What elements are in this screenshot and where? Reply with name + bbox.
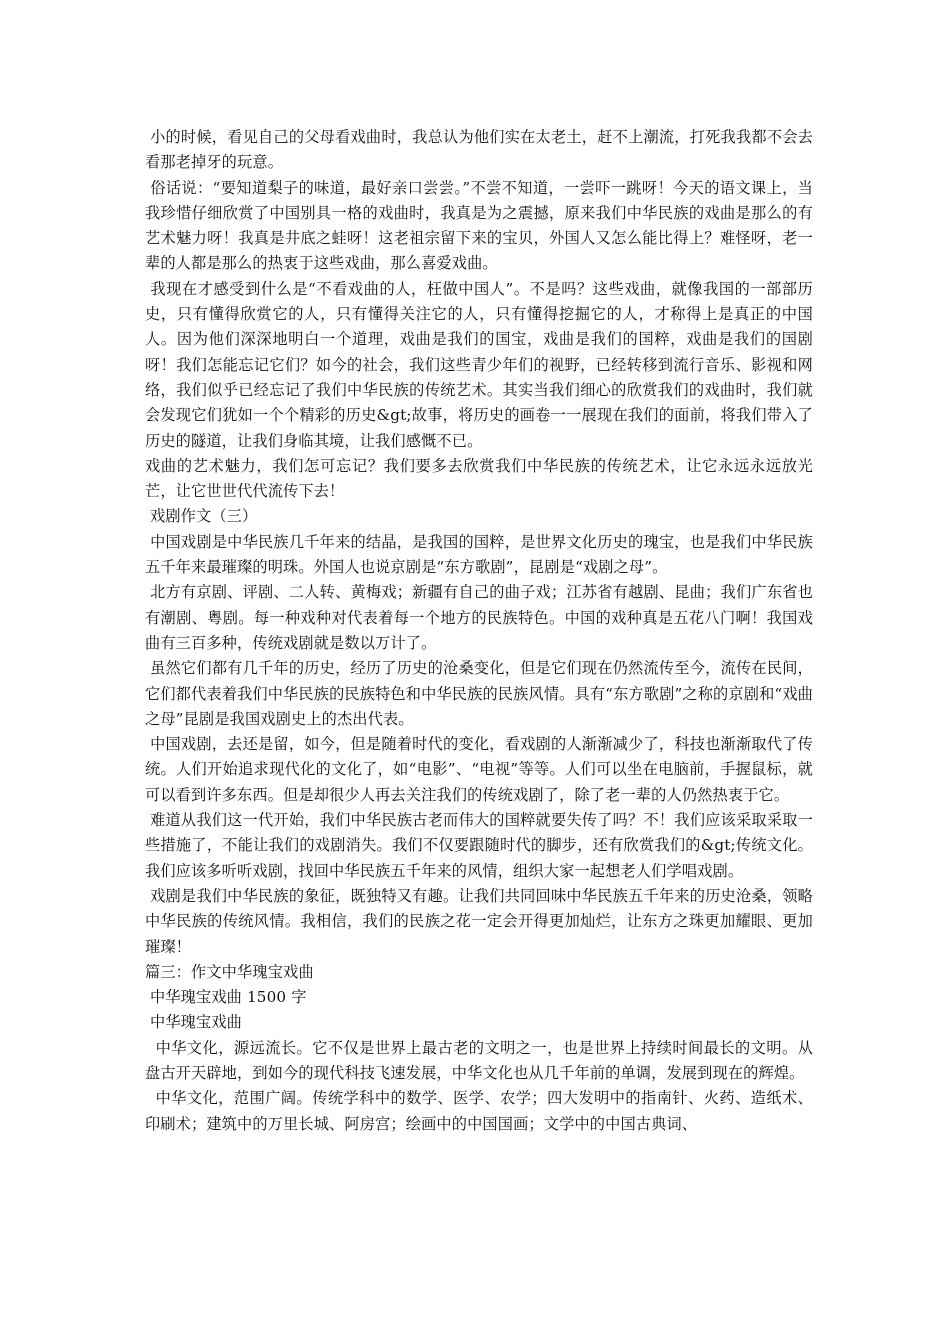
section-heading-drama-essay-3: 戏剧作文（三） — [145, 507, 258, 526]
essay-subtitle: 中华瑰宝戏曲 1500 字 — [145, 988, 307, 1007]
paragraph-symbol: 戏剧是我们中华民族的象征，既独特又有趣。让我们共同回味中华民族五千年来的历史沧桑，领略中华民族的传统风情。我相信，我们的民族之花一定会开得更加灿烂，让东方之珠更加耀眼、更加璀璨！ — [145, 886, 813, 956]
paragraph-chinese-drama-intro: 中国戏剧是中华民族几千年来的结晶，是我国的国粹，是世界文化历史的瑰宝，也是我们中华民族五千年来最璀璨的明珠。外国人也说京剧是“东方歌剧”，昆剧是“戏剧之母”。 — [145, 532, 813, 577]
document-body — [145, 125, 813, 1137]
paragraph-realization: 我现在才感受到什么是“不看戏曲的人，枉做中国人”。不是吗？这些戏曲，就像我国的一部部历史，只有懂得欣赏它的人，只有懂得关注它的人，只有懂得挖掘它的人，才称得上是真正的中国人。因为他们深深地明白一个道理，戏曲是我们的国宝，戏曲是我们的国粹，戏曲是我们的国剧呀！我们怎能忘记它们？如今的社会，我们这些青少年们的视野，已经转移到流行音乐、影视和网络，我们似乎已经忘记了我们中华民族的传统艺术。其实当我们细心的欣赏我们的戏曲时，我们就会发现它们犹如一个个精彩的历史&gt;故事，将历史的画卷一一展现在我们的面前，将我们带入了历史的隧道，让我们身临其境，让我们感慨不已。 — [145, 279, 813, 450]
paragraph-culture-scope: 中华文化，范围广阔。传统学科中的数学、医学、农学；四大发明中的指南针、火药、造纸术、印刷术；建筑中的万里长城、阿房宫；绘画中的中国国画；文学中的中国古典词、 — [145, 1089, 813, 1133]
paragraph-culture-origin: 中华文化，源远流长。它不仅是世界上最古老的文明之一，也是世界上持续时间最长的文明。从盘古开天辟地，到如今的现代科技飞速发展，中华文化也从几千年前的单调，发展到现在的辉煌。 — [145, 1038, 813, 1082]
paragraph-preservation: 难道从我们这一代开始，我们中华民族古老而伟大的国粹就要失传了吗？不！我们应该采取采取一些措施了，不能让我们的戏剧消失。我们不仅要跟随时代的脚步，还有欣赏我们的&gt;传统文化。我们应该多听听戏剧，找回中华民族五千年来的风情，组织大家一起想老人们学唱戏剧。 — [145, 811, 813, 880]
paragraph-childhood-view: 小的时候，看见自己的父母看戏曲时，我总认为他们实在太老土，赶不上潮流，打死我我都不会去看那老掉牙的玩意。 — [145, 128, 813, 172]
section-heading-part-3: 篇三：作文中华瑰宝戏曲 — [145, 962, 314, 981]
paragraph-history: 虽然它们都有几千年的历史，经历了历史的沧桑变化，但是它们现在仍然流传至今，流传在民间，它们都代表着我们中华民族的民族特色和中华民族的民族风情。具有“东方歌剧”之称的京剧和“戏曲之母”昆剧是我国戏剧史上的杰出代表。 — [145, 659, 813, 728]
paragraph-regional-operas: 北方有京剧、评剧、二人转、黄梅戏；新疆有自己的曲子戏；江苏省有越剧、昆曲；我们广东省也有潮剧、粤剧。每一种戏种对代表着每一个地方的民族特色。中国的戏种真是五花八门啊！我国戏曲有三百多种，传统戏剧就是数以万计了。 — [145, 583, 813, 652]
paragraph-art-charm: 戏曲的艺术魅力，我们怎可忘记？我们要多去欣赏我们中华民族的传统艺术，让它永远永远放光芒，让它世世代代流传下去！ — [145, 456, 813, 501]
essay-title: 中华瑰宝戏曲 — [145, 1013, 243, 1032]
paragraph-modern-change: 中国戏剧，去还是留，如今，但是随着时代的变化，看戏剧的人渐渐减少了，科技也渐渐取代了传统。人们开始追求现代化的文化了，如“电影”、“电视”等等。人们可以坐在电脑前，手握鼠标，就可以看到许多东西。但是却很少人再去关注我们的传统戏剧了，除了老一辈的人仍然热衷于它。 — [145, 735, 813, 804]
paragraph-proverb: 俗话说：“要知道梨子的味道，最好亲口尝尝。”不尝不知道，一尝吓一跳呀！今天的语文课上，当我珍惜仔细欣赏了中国别具一格的戏曲时，我真是为之震撼，原来我们中华民族的戏曲是那么的有艺术魅力呀！我真是井底之蛙呀！这老祖宗留下来的宝贝，外国人又怎么能比得上？难怪呀，老一辈的人都是那么的热衷于这些戏曲，那么喜爱戏曲。 — [145, 178, 814, 273]
